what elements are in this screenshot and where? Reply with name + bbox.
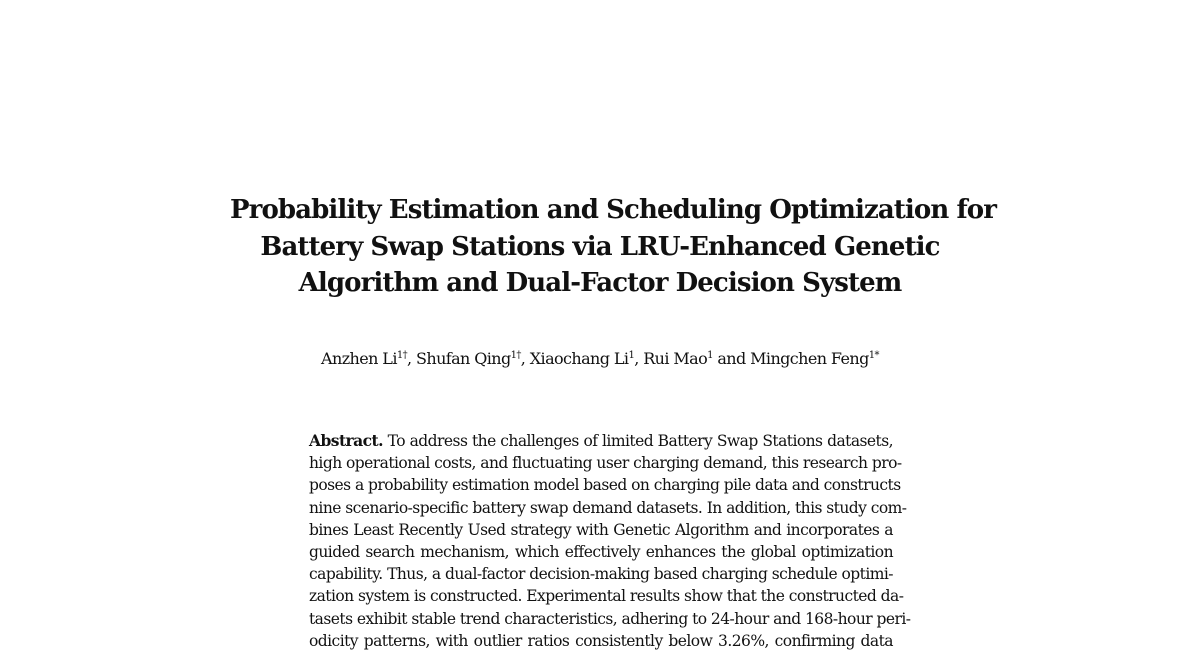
author-name: Shufan Qing: [416, 349, 511, 368]
abstract-line: odicity patterns, with outlier ratios consistently below 3.26%, confirming data: [309, 631, 893, 650]
author-affiliation: 1: [628, 350, 635, 361]
abstract-label: Abstract.: [309, 431, 384, 450]
abstract-line: poses a probability estimation model based on charging pile data and constructs: [309, 476, 901, 495]
author-affiliation: 1†: [396, 350, 408, 361]
author-name: Mingchen Feng: [750, 349, 869, 368]
abstract-line: high operational costs, and fluctuating user charging demand, this research pro-: [309, 454, 902, 473]
author-affiliation: 1†: [510, 350, 521, 361]
title-line: Probability Estimation and Scheduling Optimization for: [230, 195, 997, 225]
paper-title: [230, 192, 997, 302]
author-separator: ,: [520, 349, 530, 368]
title-line: Battery Swap Stations via LRU-Enhanced Genetic: [260, 231, 940, 262]
author-affiliation: 1*: [868, 350, 879, 361]
author-separator: and: [712, 349, 751, 368]
abstract-line: [309, 430, 893, 452]
abstract: [309, 430, 911, 652]
author-affiliation: 1: [707, 350, 713, 361]
author-separator: ,: [634, 349, 644, 368]
abstract-line: nine scenario-specific battery swap demand datasets. In addition, this study com-: [309, 498, 907, 517]
author-name: Xiaochang Li: [529, 349, 629, 368]
author-name: Rui Mao: [643, 349, 708, 368]
abstract-line: capability. Thus, a dual-factor decision-making based charging schedule optimi-: [309, 565, 893, 584]
author-list: [230, 347, 970, 371]
abstract-line: bines Least Recently Used strategy with Genetic Algorithm and incorporates a: [309, 520, 893, 539]
abstract-text: To address the challenges of limited Battery Swap Stations datasets,: [387, 432, 893, 450]
abstract-line: zation system is constructed. Experimental results show that the constructed da-: [309, 587, 904, 606]
title-line: Algorithm and Dual-Factor Decision System: [298, 268, 902, 298]
author-separator: ,: [407, 349, 416, 368]
author-name: Anzhen Li: [321, 349, 397, 368]
abstract-line: tasets exhibit stable trend characteristics, adhering to 24-hour and 168-hour peri-: [309, 609, 911, 628]
abstract-line: guided search mechanism, which effectively enhances the global optimization: [309, 543, 893, 562]
